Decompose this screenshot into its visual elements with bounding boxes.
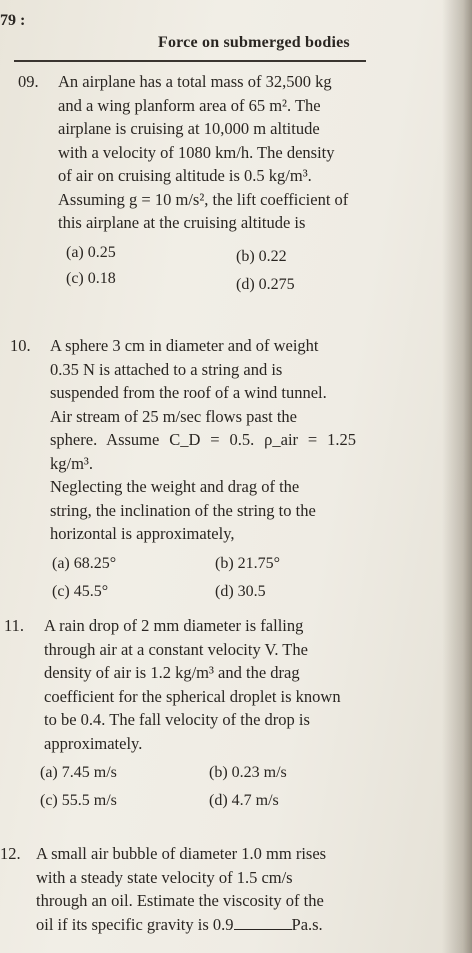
option-c: (c) 55.5 m/s bbox=[40, 792, 117, 809]
question-line: density of air is 1.2 kg/m³ and the drag bbox=[44, 663, 300, 682]
question-line: approximately. bbox=[44, 733, 143, 753]
question-text bbox=[36, 842, 346, 936]
option-b: (b) 21.75° bbox=[215, 554, 281, 572]
question-line: of air on cruising altitude is 0.5 kg/m³. bbox=[58, 166, 312, 185]
question-text bbox=[44, 614, 350, 755]
header-rule bbox=[14, 60, 366, 62]
question-number: 09. bbox=[18, 72, 39, 91]
question-line: through an oil. Estimate the viscosity of the bbox=[36, 891, 324, 910]
question-line: A sphere 3 cm in diameter and of weight bbox=[50, 336, 319, 355]
page-edge-shadow bbox=[442, 0, 472, 953]
question-number: 12. bbox=[0, 844, 21, 863]
question-line: A rain drop of 2 mm diameter is falling bbox=[44, 616, 304, 635]
question-11 bbox=[4, 614, 350, 823]
question-line: Assuming g = 10 m/s², the lift coefficient of bbox=[58, 189, 349, 209]
question-last-line bbox=[36, 913, 346, 937]
question-line: to be 0.4. The fall velocity of the drop is bbox=[44, 710, 310, 729]
options bbox=[50, 552, 356, 614]
question-number: 10. bbox=[10, 336, 31, 355]
question-line: An airplane has a total mass of 32,500 kg bbox=[58, 72, 332, 91]
question-line: Air stream of 25 m/sec flows past the bbox=[50, 406, 297, 426]
question-line: oil if its specific gravity is 0.9 bbox=[36, 914, 234, 934]
question-line: coefficient for the spherical droplet is known bbox=[44, 686, 341, 706]
option-a: (a) 68.25° bbox=[52, 554, 117, 572]
option-c: (c) 0.18 bbox=[66, 269, 116, 287]
question-09 bbox=[18, 70, 364, 303]
option-d: (d) 30.5 bbox=[215, 582, 266, 600]
question-line: through air at a constant velocity V. The bbox=[44, 639, 308, 659]
options bbox=[40, 761, 350, 823]
question-line: with a velocity of 1080 km/h. The density bbox=[58, 142, 335, 162]
question-10 bbox=[10, 334, 356, 614]
page-number: 79 : bbox=[0, 12, 26, 29]
question-12 bbox=[0, 842, 346, 936]
option-b: (b) 0.23 m/s bbox=[209, 764, 287, 781]
running-title: Force on submerged bodies bbox=[158, 34, 350, 51]
question-line: horizontal is approximately, bbox=[50, 524, 235, 543]
question-text bbox=[50, 334, 356, 546]
option-d: (d) 0.275 bbox=[236, 275, 295, 293]
question-line: and a wing planform area of 65 m². The bbox=[58, 95, 321, 115]
question-number: 11. bbox=[4, 616, 25, 635]
option-d: (d) 4.7 m/s bbox=[209, 792, 279, 809]
question-line: string, the inclination of the string to the bbox=[50, 500, 316, 520]
answer-unit: Pa.s. bbox=[291, 914, 323, 934]
answer-blank bbox=[234, 917, 292, 930]
question-line: 0.35 N is attached to a string and is bbox=[50, 359, 283, 379]
question-line: A small air bubble of diameter 1.0 mm rises bbox=[36, 844, 327, 863]
options bbox=[58, 241, 364, 303]
question-line: sphere. Assume C_D = 0.5. ρ_air = 1.25 kg/m³. bbox=[50, 430, 356, 473]
option-a: (a) 7.45 m/s bbox=[40, 764, 117, 781]
option-b: (b) 0.22 bbox=[236, 247, 287, 265]
question-line: Neglecting the weight and drag of the bbox=[50, 477, 300, 496]
option-a: (a) 0.25 bbox=[66, 243, 116, 261]
question-text bbox=[58, 70, 364, 235]
question-line: with a steady state velocity of 1.5 cm/s bbox=[36, 867, 293, 887]
question-line: this airplane at the cruising altitude is bbox=[58, 213, 306, 232]
option-c: (c) 45.5° bbox=[52, 582, 109, 600]
question-line: suspended from the roof of a wind tunnel. bbox=[50, 383, 327, 402]
question-line: airplane is cruising at 10,000 m altitude bbox=[58, 119, 320, 138]
